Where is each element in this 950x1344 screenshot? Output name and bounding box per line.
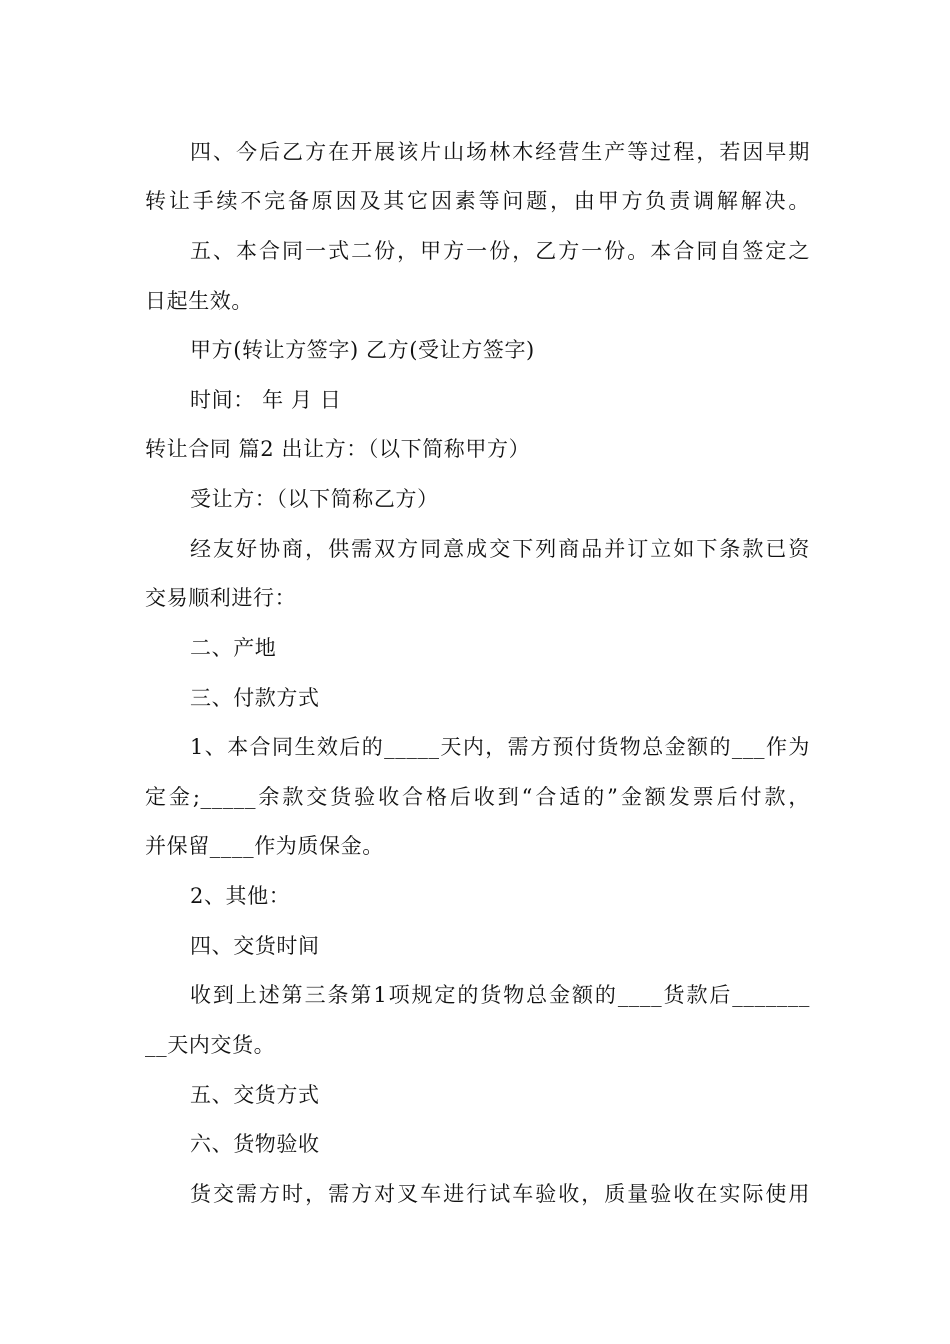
paragraph-line: __天内交货。 <box>145 1033 276 1057</box>
paragraph-line: 货交需方时，需方对叉车进行试车验收，质量验收在实际使用 <box>190 1182 810 1206</box>
date-line: 时间： 年 月 日 <box>190 388 342 412</box>
paragraph-line: 经友好协商，供需双方同意成交下列商品并订立如下条款已资 <box>190 537 810 561</box>
paragraph-line: 收到上述第三条第1项规定的货物总金额的____货款后_______ <box>190 983 810 1007</box>
clause-heading: 五、交货方式 <box>190 1083 320 1107</box>
paragraph-line: 受让方：（以下简称乙方） <box>190 487 439 511</box>
paragraph-line: 五、本合同一式二份，甲方一份，乙方一份。本合同自签定之 <box>190 239 810 263</box>
paragraph-line: 2、其他： <box>190 884 291 908</box>
paragraph-line: 日起生效。 <box>145 289 253 313</box>
paragraph-line: 定金;_____余款交货验收合格后收到“合适的”金额发票后付款， <box>145 785 810 809</box>
paragraph-line: 交易顺利进行： <box>145 586 297 610</box>
clause-heading: 二、产地 <box>190 636 277 660</box>
clause-heading: 六、货物验收 <box>190 1132 320 1156</box>
signature-line: 甲方(转让方签字) 乙方(受让方签字) <box>190 338 535 362</box>
paragraph-line: 四、今后乙方在开展该片山场林木经营生产等过程，若因早期 <box>190 140 810 164</box>
paragraph-line: 转让手续不完备原因及其它因素等问题，由甲方负责调解解决。 <box>145 189 810 213</box>
clause-heading: 三、付款方式 <box>190 686 320 710</box>
paragraph-line: 1、本合同生效后的_____天内，需方预付货物总金额的___作为 <box>190 735 810 759</box>
section-heading: 转让合同 篇2 出让方：（以下简称甲方） <box>145 437 531 461</box>
paragraph-line: 并保留____作为质保金。 <box>145 834 384 858</box>
clause-heading: 四、交货时间 <box>190 934 320 958</box>
